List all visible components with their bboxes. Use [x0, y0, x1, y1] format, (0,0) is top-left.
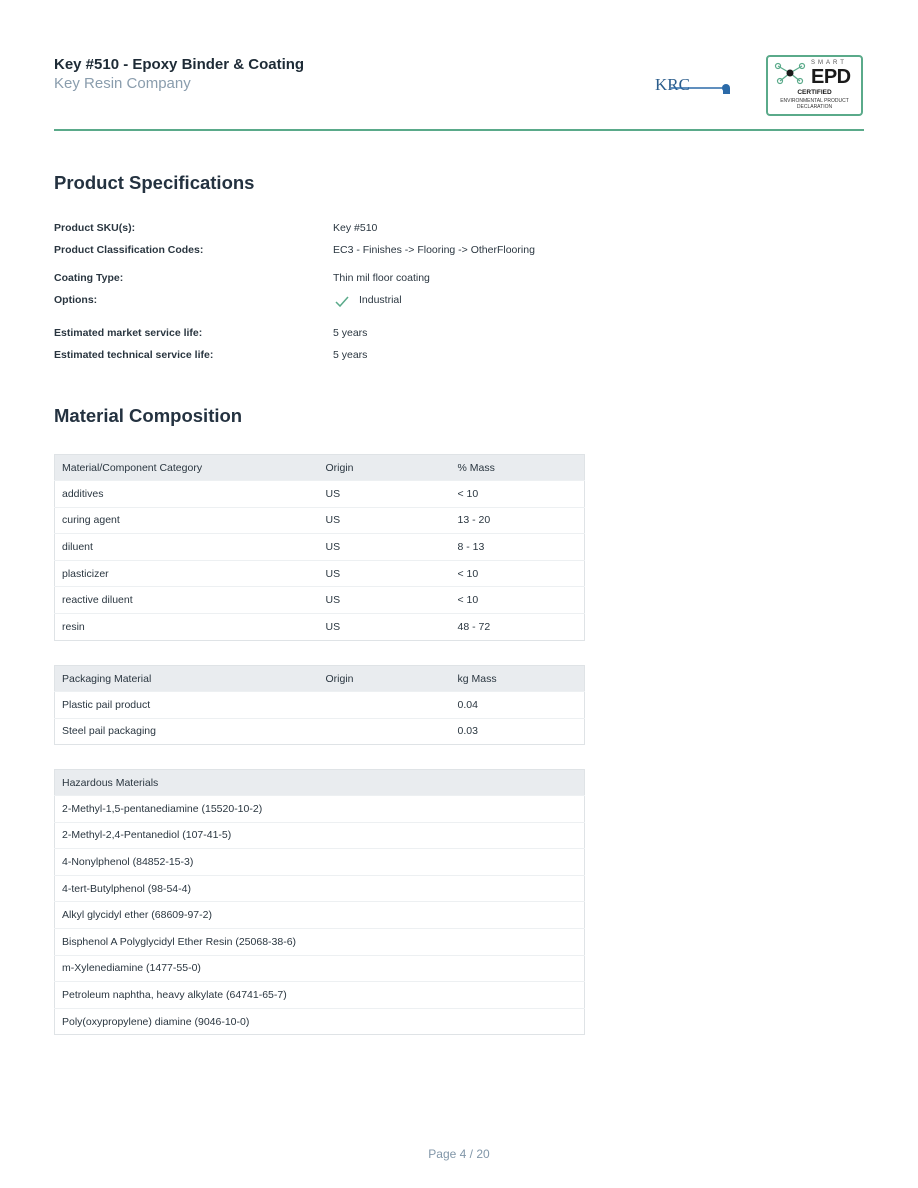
table-cell: 48 - 72 [451, 613, 585, 640]
table-cell: Poly(oxypropylene) diamine (9046-10-0) [55, 1008, 585, 1035]
table-row [55, 507, 585, 534]
spec-label-options: Options: [54, 294, 98, 306]
table-header-row [55, 770, 585, 796]
table-row [55, 796, 585, 823]
column-header: Origin [319, 455, 451, 481]
spec-value-options: Industrial [359, 294, 402, 306]
column-header: Packaging Material [55, 666, 319, 692]
table-cell [319, 718, 451, 745]
spec-label-technical-life: Estimated technical service life: [54, 349, 214, 361]
table-row [55, 718, 585, 745]
table-row [55, 822, 585, 849]
krc-logo-text: KRC [655, 75, 690, 94]
composition-table [54, 454, 585, 641]
table-cell: plasticizer [55, 560, 319, 587]
epd-smart-text: SMART [811, 60, 847, 66]
page-number: Page 4 / 20 [428, 1147, 490, 1161]
table-header-row [55, 666, 585, 692]
table-cell: US [319, 534, 451, 561]
product-title: Key #510 - Epoxy Binder & Coating [54, 56, 305, 73]
column-header: Origin [319, 666, 451, 692]
table-cell: 4-Nonylphenol (84852-15-3) [55, 849, 585, 876]
column-header: % Mass [451, 455, 585, 481]
spec-label-coating-type: Coating Type: [54, 272, 124, 284]
epd-declaration-line2: DECLARATION [796, 104, 833, 110]
table-row [55, 560, 585, 587]
table-row [55, 534, 585, 561]
table-cell: Alkyl glycidyl ether (68609-97-2) [55, 902, 585, 929]
table-row [55, 875, 585, 902]
epd-certified: CERTIFIED [797, 89, 832, 96]
company-name: Key Resin Company [54, 75, 191, 92]
table-cell: 2-Methyl-1,5-pentanediamine (15520-10-2) [55, 796, 585, 823]
table-cell: 13 - 20 [451, 507, 585, 534]
page-header [54, 54, 864, 131]
table-cell: US [319, 481, 451, 508]
table-cell: Bisphenol A Polyglycidyl Ether Resin (25068-38-6) [55, 928, 585, 955]
table-row [55, 481, 585, 508]
table-cell: US [319, 560, 451, 587]
table-cell: 4-tert-Butylphenol (98-54-4) [55, 875, 585, 902]
table-row [55, 928, 585, 955]
spec-value-technical-life: 5 years [333, 349, 368, 361]
table-cell: < 10 [451, 587, 585, 614]
spec-label-sku: Product SKU(s): [54, 222, 136, 234]
specs-heading: Product Specifications [54, 172, 255, 193]
table-row [55, 587, 585, 614]
table-cell: curing agent [55, 507, 319, 534]
epd-declaration-line1: ENVIRONMENTAL PRODUCT [780, 98, 849, 104]
table-cell: additives [55, 481, 319, 508]
spec-value-sku: Key #510 [333, 222, 378, 234]
table-cell: 0.03 [451, 718, 585, 745]
table-cell: US [319, 507, 451, 534]
table-cell: < 10 [451, 481, 585, 508]
table-cell: Petroleum naphtha, heavy alkylate (64741-65-7) [55, 982, 585, 1009]
spec-label-classification: Product Classification Codes: [54, 244, 204, 256]
epd-word: EPD [811, 66, 851, 88]
packaging-table [54, 665, 585, 745]
table-row [55, 849, 585, 876]
spec-value-classification: EC3 - Finishes -> Flooring -> OtherFlooring [333, 244, 535, 256]
column-header: Material/Component Category [55, 455, 319, 481]
table-cell: diluent [55, 534, 319, 561]
composition-heading: Material Composition [54, 405, 243, 426]
table-cell: 8 - 13 [451, 534, 585, 561]
table-row [55, 1008, 585, 1035]
column-header: kg Mass [451, 666, 585, 692]
checkmark-icon [335, 296, 349, 308]
spec-label-market-life: Estimated market service life: [54, 327, 203, 339]
table-header-row [55, 455, 585, 481]
hazardous-table [54, 769, 585, 1035]
table-cell: US [319, 587, 451, 614]
table-row [55, 613, 585, 640]
table-cell: US [319, 613, 451, 640]
spec-value-coating-type: Thin mil floor coating [333, 272, 430, 284]
table-row [55, 902, 585, 929]
table-cell: reactive diluent [55, 587, 319, 614]
molecule-icon [772, 61, 808, 87]
table-cell: Plastic pail product [55, 692, 319, 719]
smart-epd-badge [766, 55, 863, 116]
table-cell: Steel pail packaging [55, 718, 319, 745]
table-cell [319, 692, 451, 719]
table-cell: resin [55, 613, 319, 640]
table-cell: m-Xylenediamine (1477-55-0) [55, 955, 585, 982]
table-cell: 0.04 [451, 692, 585, 719]
table-row [55, 692, 585, 719]
table-cell: < 10 [451, 560, 585, 587]
table-row [55, 955, 585, 982]
krc-logo [655, 70, 735, 104]
table-row [55, 982, 585, 1009]
column-header: Hazardous Materials [55, 770, 585, 796]
epd-declaration [768, 98, 861, 110]
spec-value-market-life: 5 years [333, 327, 368, 339]
table-cell: 2-Methyl-2,4-Pentanediol (107-41-5) [55, 822, 585, 849]
